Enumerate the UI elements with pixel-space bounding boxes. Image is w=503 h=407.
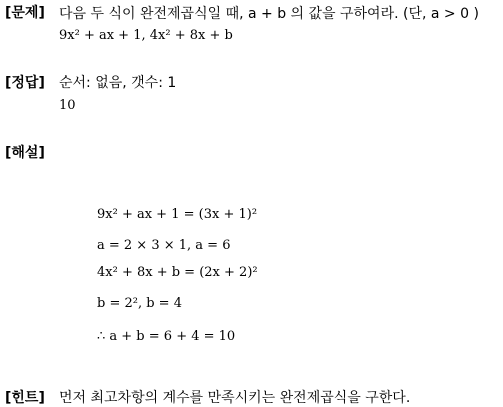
explanation-line-1: 9x² + ax + 1 = (3x + 1)² [97, 207, 258, 222]
problem-label: [문제] [5, 5, 45, 21]
explanation-label: [해설] [5, 145, 45, 161]
problem-expressions: 9x² + ax + 1, 4x² + 8x + b [59, 28, 233, 43]
hint-label: [힌트] [5, 390, 45, 406]
answer-label: [정답] [5, 75, 45, 91]
answer-meta: 순서: 없음, 갯수: 1 [59, 75, 177, 91]
explanation-line-4: b = 2², b = 4 [97, 296, 182, 311]
hint-text: 먼저 최고차항의 계수를 만족시키는 완전제곱식을 구한다. [59, 390, 411, 406]
answer-value: 10 [59, 98, 76, 113]
explanation-line-5: ∴ a + b = 6 + 4 = 10 [97, 329, 236, 344]
explanation-line-2: a = 2 × 3 × 1, a = 6 [97, 238, 231, 253]
problem-question: 다음 두 식이 완전제곱식일 때, a + b 의 값을 구하여라. (단, a > 0 ) [59, 6, 479, 22]
explanation-line-3: 4x² + 8x + b = (2x + 2)² [97, 265, 258, 280]
